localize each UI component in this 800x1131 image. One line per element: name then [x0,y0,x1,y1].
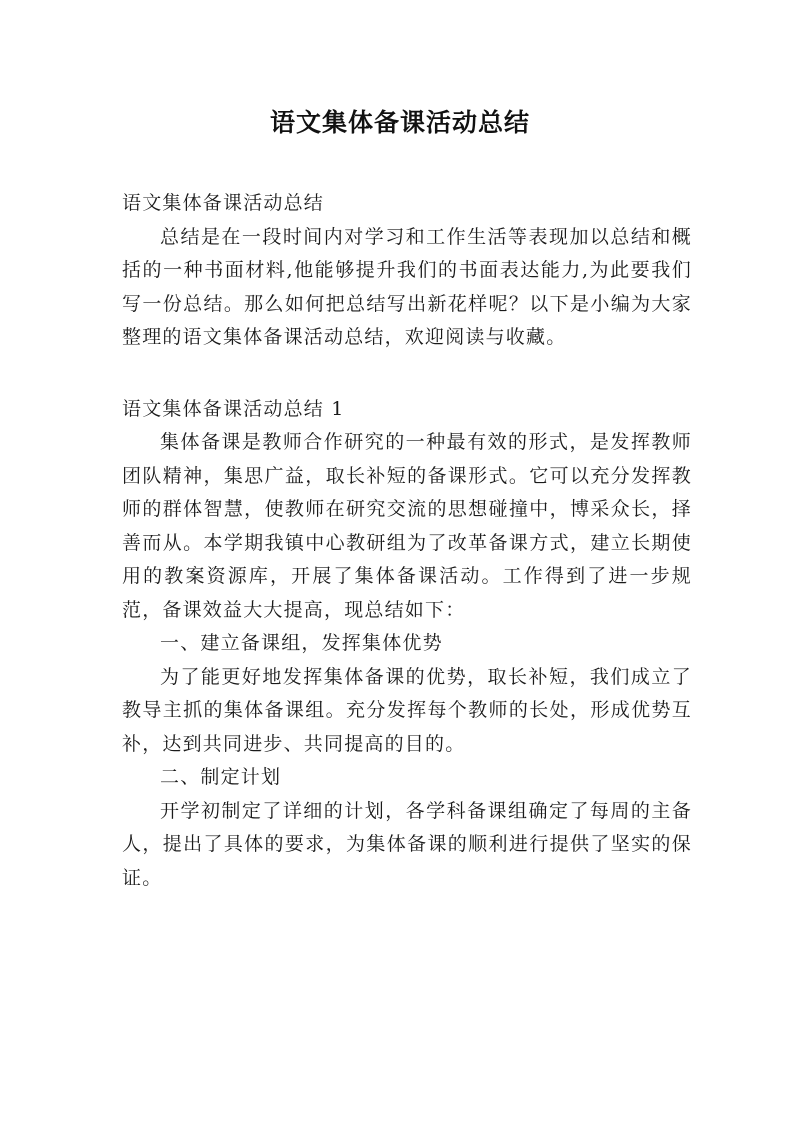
point-paragraph: 开学初制定了详细的计划，各学科备课组确定了每周的主备人，提出了具体的要求，为集体备课的顺利进行提供了坚实的保证。 [122,799,692,889]
point-heading: 二、制定计划 [160,766,282,788]
point-paragraph: 为了能更好地发挥集体备课的优势，取长补短，我们成立了教导主抓的集体备课组。充分发挥每个教师的长处，形成优势互补，达到共同进步、共同提高的目的。 [122,665,692,755]
section-heading: 语文集体备课活动总结 1 [122,397,345,420]
section-paragraph: 集体备课是教师合作研究的一种最有效的形式，是发挥教师团队精神，集思广益，取长补短的备课形式。它可以充分发挥教师的群体智慧，使教师在研究交流的思想碰撞中，博采众长，择善而从。本学期我镇中心教研组为了改革备课方式，建立长期使用的教案资源库，开展了集体备课活动。工作得到了进一步规范，备课效益大大提高，现总结如下： [122,431,692,621]
section-spacer [122,355,692,393]
document-subtitle: 语文集体备课活动总结 [122,192,325,214]
point-heading: 一、建立备课组，发挥集体优势 [160,632,443,654]
document-title: 语文集体备课活动总结 [269,108,530,137]
document-body [122,187,692,895]
intro-paragraph: 总结是在一段时间内对学习和工作生活等表现加以总结和概括的一种书面材料,他能够提升我们的书面表达能力,为此要我们写一份总结。那么如何把总结写出新花样呢？以下是小编为大家整理的语文集体备课活动总结，欢迎阅读与收藏。 [122,225,692,348]
